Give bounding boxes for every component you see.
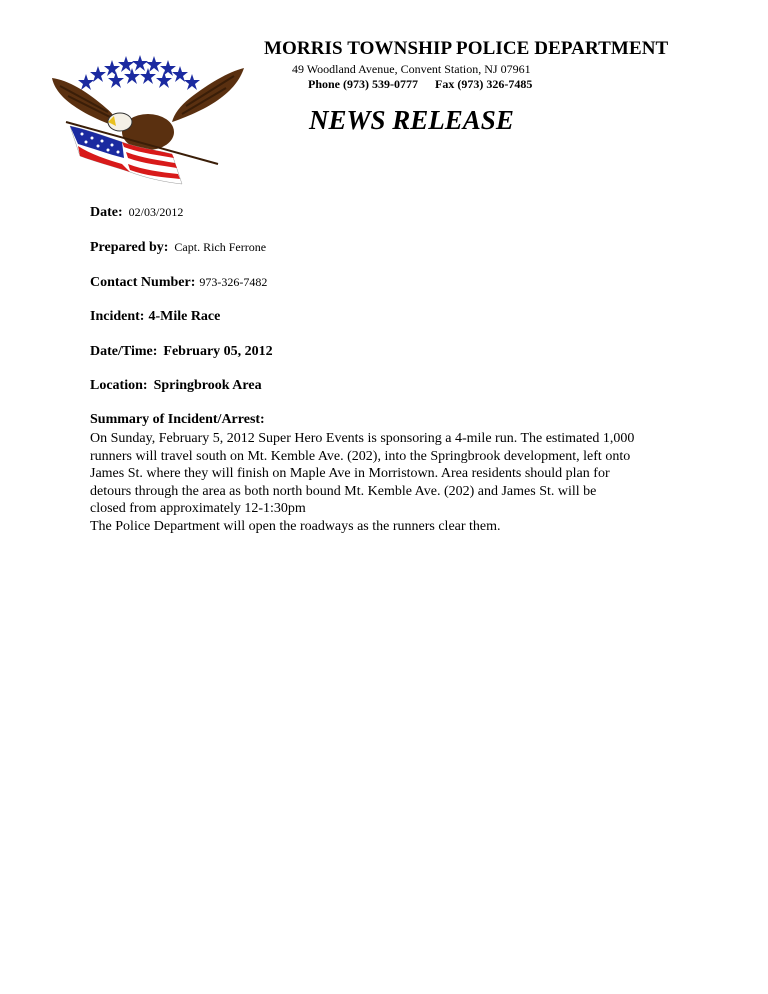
- page-title: NEWS RELEASE: [309, 105, 514, 135]
- date-row: [90, 205, 183, 221]
- summary-line: detours through the area as both north bound Mt. Kemble Ave. (202) and James St. will be: [90, 483, 597, 499]
- location-row: [90, 378, 262, 394]
- summary-line: The Police Department will open the roadways as the runners clear them.: [90, 518, 501, 534]
- datetime-label: Date/Time:: [90, 344, 158, 359]
- phone-number: Phone (973) 539-0777: [308, 77, 418, 91]
- location-value: Springbrook Area: [153, 378, 262, 393]
- contact-number-label: Contact Number:: [90, 275, 196, 290]
- prepared-by-label: Prepared by:: [90, 240, 169, 255]
- incident-row: [90, 309, 220, 325]
- prepared-by-row: [90, 240, 266, 256]
- eagle-flag-icon: [48, 50, 248, 190]
- contact-phones: [308, 77, 546, 92]
- org-name: MORRIS TOWNSHIP POLICE DEPARTMENT: [264, 38, 669, 59]
- date-label: Date:: [90, 205, 123, 220]
- summary-title: Summary of Incident/Arrest:: [90, 412, 265, 427]
- address: 49 Woodland Avenue, Convent Station, NJ 07961: [292, 62, 531, 76]
- datetime-row: [90, 344, 273, 360]
- incident-label: Incident:: [90, 309, 145, 324]
- summary-line: On Sunday, February 5, 2012 Super Hero Events is sponsoring a 4-mile run. The estimated 1,000: [90, 431, 635, 446]
- stars-arc: [78, 55, 200, 90]
- incident-value: 4-Mile Race: [148, 309, 221, 324]
- summary-line: closed from approximately 12-1:30pm: [90, 501, 306, 516]
- datetime-value: February 05, 2012: [163, 344, 273, 359]
- summary-body: [90, 430, 690, 535]
- contact-number-value: 973-326-7482: [199, 275, 268, 289]
- prepared-by-value: Capt. Rich Ferrone: [174, 240, 267, 254]
- date-value: 02/03/2012: [128, 205, 184, 219]
- fax-number: Fax (973) 326-7485: [435, 77, 533, 91]
- summary-line: runners will travel south on Mt. Kemble Ave. (202), into the Springbrook development, left onto: [90, 448, 631, 464]
- location-label: Location:: [90, 378, 148, 393]
- contact-number-row: [90, 275, 267, 291]
- summary-line: James St. where they will finish on Maple Ave in Morristown. Area residents should plan for: [90, 466, 610, 481]
